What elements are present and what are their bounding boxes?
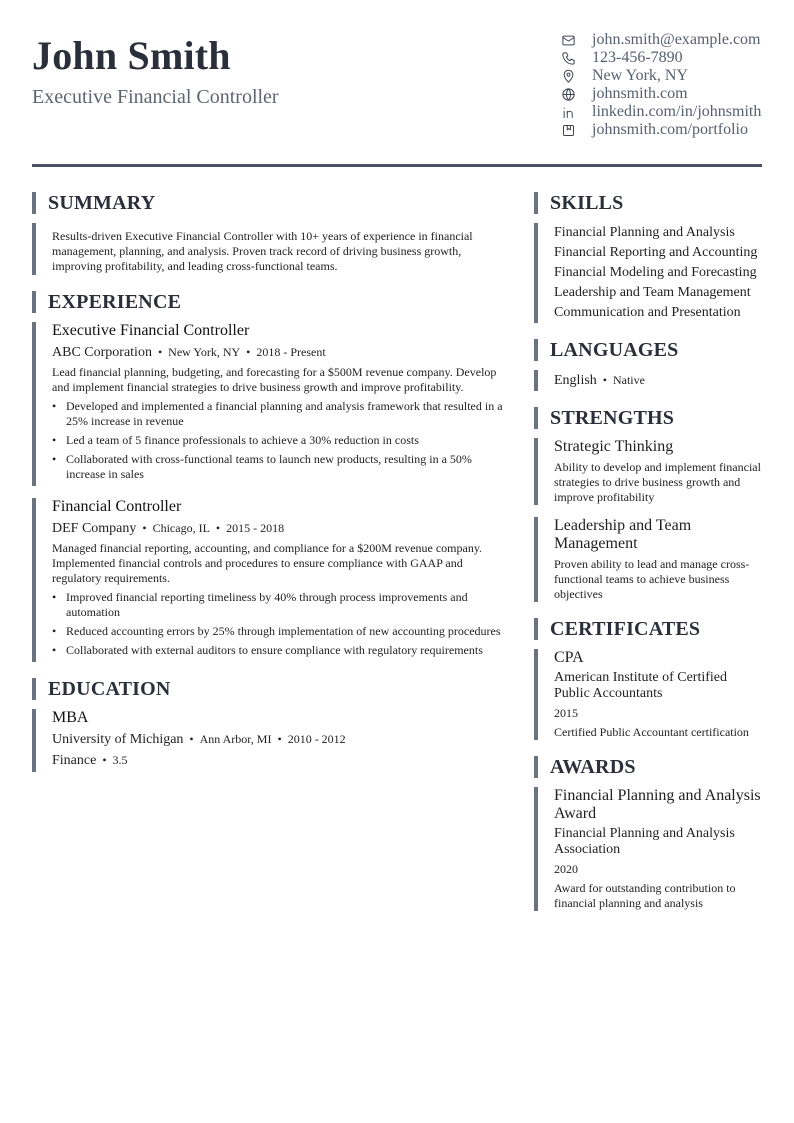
contact-website-text[interactable]: johnsmith.com [592,85,688,102]
job-location: New York, NY [168,345,241,359]
location-pin-icon [559,67,577,85]
contact-phone-text[interactable]: 123-456-7890 [592,49,683,66]
mail-icon [559,31,577,49]
contact-location [559,67,769,85]
award-item [534,787,762,911]
education-block [32,709,504,772]
job-company: DEF Company [52,521,137,536]
education-field-meta [52,751,504,770]
job-bullet: • Led a team of 5 finance professionals to achieve a 30% reduction in costs [52,433,504,448]
phone-icon [559,49,577,67]
job-bullet: • Collaborated with cross-functional teams to launch new products, resulting in a 50% increase in sales [52,452,504,482]
contact-linkedin[interactable] [559,103,769,121]
contact-portfolio[interactable] [559,121,769,139]
experience-heading-text: EXPERIENCE [48,290,182,313]
job-company: ABC Corporation [52,345,152,360]
job-bullets [52,399,504,482]
experience-item [32,498,504,662]
strength-item [534,517,762,602]
degree: MBA [52,709,89,726]
contact-list [559,31,769,139]
certificate-name: CPA [554,649,584,666]
certificate-item [534,649,762,740]
contact-email-text[interactable]: john.smith@example.com [592,31,761,48]
skill-item: Financial Reporting and Accounting [554,245,758,260]
education-meta [52,730,504,749]
certificate-description: Certified Public Accountant certification [554,725,749,739]
skills-block [534,223,762,323]
languages-heading [534,339,762,361]
certificate-issuer: American Institute of Certified Public Accountants [554,670,727,701]
awards-heading [534,756,762,778]
award-name: Financial Planning and Analysis Award [554,787,761,822]
contact-linkedin-text[interactable]: linkedin.com/in/johnsmith [592,103,762,120]
certificates-heading [534,618,762,640]
job-description: Lead financial planning, budgeting, and forecasting for a $500M revenue company. Develop and implement financial strategies to drive business growth and improve profitability. [52,365,497,394]
skills-heading [534,192,762,214]
linkedin-icon [559,103,577,121]
job-title: Financial Controller [52,498,182,515]
languages-heading-text: LANGUAGES [550,338,679,361]
skills-heading-text: SKILLS [550,191,624,214]
strength-title: Leadership and Team Management [554,517,692,552]
skill-item: Communication and Presentation [554,305,741,320]
education-heading [32,678,504,700]
summary-block [32,223,504,275]
school-name: University of Michigan [52,732,184,747]
job-meta [52,519,504,538]
job-dates: 2015 - 2018 [226,521,285,535]
header-divider [32,164,762,167]
portfolio-icon [559,121,577,139]
experience-heading [32,291,504,313]
award-year: 2020 [554,862,578,876]
language-level: Native [612,373,645,387]
job-meta [52,343,504,362]
strengths-heading-text: STRENGTHS [550,406,675,429]
separator-dot: • [215,521,221,535]
contact-phone[interactable] [559,49,769,67]
awards-heading-text: AWARDS [550,755,636,778]
resume-header [32,30,762,150]
separator-dot: • [142,521,147,535]
skill-item: Leadership and Team Management [554,285,751,300]
experience-item [32,322,504,486]
separator-dot: • [102,753,107,767]
job-bullets [52,590,504,658]
summary-heading [32,192,504,214]
contact-website[interactable] [559,85,769,103]
job-dates: 2018 - Present [256,345,326,359]
job-bullet: • Collaborated with external auditors to ensure compliance with regulatory requirements [52,643,504,658]
education-dates: 2010 - 2012 [287,732,346,746]
candidate-name: John Smith [32,33,231,78]
separator-dot: • [189,732,194,746]
separator-dot: • [602,373,607,387]
candidate-title: Executive Financial Controller [32,86,279,108]
job-location: Chicago, IL [152,521,210,535]
gpa: 3.5 [112,753,128,767]
school-location: Ann Arbor, MI [199,732,272,746]
contact-location-text: New York, NY [592,67,689,84]
summary-heading-text: SUMMARY [48,191,156,214]
strength-title: Strategic Thinking [554,438,674,455]
job-bullet: • Developed and implemented a financial planning and analysis framework that resulted in a 25% increase in revenue [52,399,504,429]
skill-item: Financial Planning and Analysis [554,225,735,240]
separator-dot: • [246,345,251,359]
education-heading-text: EDUCATION [48,677,171,700]
languages-block [534,370,762,391]
language-item [554,370,762,391]
contact-email[interactable] [559,31,769,49]
job-title: Executive Financial Controller [52,322,250,339]
globe-icon [559,85,577,103]
strength-item [534,438,762,505]
contact-portfolio-text[interactable]: johnsmith.com/portfolio [592,121,748,138]
strength-text: Proven ability to lead and manage cross-functional teams to achieve business objectives [554,557,750,601]
language-name: English [554,373,597,388]
separator-dot: • [277,732,282,746]
job-description: Managed financial reporting, accounting, and compliance for a $200M revenue company. Implemented financial controls and procedures to ensure compliance with GAAP and regulatory requirements. [52,541,483,585]
award-description: Award for outstanding contribution to financial planning and analysis [554,881,736,910]
right-column [534,192,762,911]
award-issuer: Financial Planning and Analysis Association [554,826,735,857]
strengths-heading [534,407,762,429]
strength-text: Ability to develop and implement financial strategies to drive business growth and improve profitability [554,460,761,504]
summary-text: Results-driven Executive Financial Controller with 10+ years of experience in financial management, planning, and analysis. Proven track record of driving business growth, improving profitability, and leading cross-functional teams. [52,229,473,273]
separator-dot: • [157,345,163,359]
certificate-year: 2015 [554,706,578,720]
left-column [32,192,504,772]
certificates-heading-text: CERTIFICATES [550,617,701,640]
skill-item: Financial Modeling and Forecasting [554,265,757,280]
job-bullet: • Reduced accounting errors by 25% through implementation of new accounting procedures [52,624,504,639]
field-of-study: Finance [52,753,97,768]
job-bullet: • Improved financial reporting timeliness by 40% through process improvements and automation [52,590,504,620]
